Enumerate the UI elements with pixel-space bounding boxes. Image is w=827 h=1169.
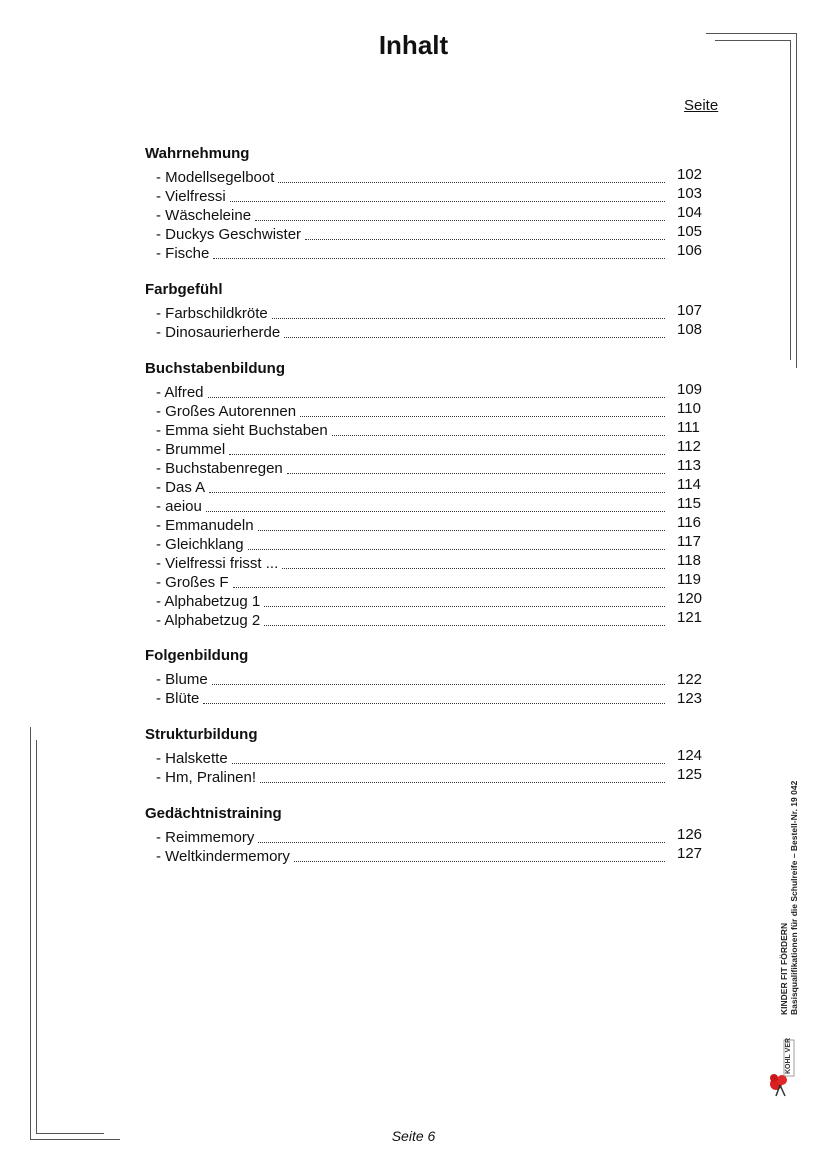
toc-entry[interactable] xyxy=(145,225,705,244)
frame-line-left-vertical xyxy=(30,727,31,1139)
toc-entry[interactable] xyxy=(145,847,705,866)
page-footer: Seite 6 xyxy=(391,1128,436,1144)
entry-page-number: 106 xyxy=(677,242,703,259)
section-title: Strukturbildung xyxy=(145,726,258,743)
entry-label: - Dinosaurierherde xyxy=(156,324,281,341)
entry-page-number: 107 xyxy=(677,302,703,319)
side-imprint xyxy=(779,781,799,1015)
entry-page-number: 102 xyxy=(677,166,703,183)
toc-section xyxy=(145,804,705,866)
entry-page-number: 110 xyxy=(677,400,701,417)
entry-page-number: 124 xyxy=(677,747,703,764)
publisher-logo xyxy=(766,1038,796,1098)
frame-line-right-vertical-inner xyxy=(790,40,791,360)
dot-leader xyxy=(203,702,665,704)
toc-entry[interactable] xyxy=(145,440,705,459)
entry-page-number: 123 xyxy=(677,690,703,707)
toc-entry[interactable] xyxy=(145,402,705,421)
toc-entry[interactable] xyxy=(145,592,705,611)
entry-label: - Halskette xyxy=(156,750,228,767)
page-title: Inhalt xyxy=(378,30,449,60)
toc-entry[interactable] xyxy=(145,689,705,708)
frame-line-left-vertical-inner xyxy=(36,740,37,1133)
entry-label: - Emma sieht Buchstaben xyxy=(156,422,328,439)
entry-label: - Gleichklang xyxy=(156,536,244,553)
toc-entry[interactable] xyxy=(145,206,705,225)
toc-entry[interactable] xyxy=(145,768,705,787)
entry-page-number: 103 xyxy=(677,185,703,202)
toc-entry[interactable] xyxy=(145,535,705,554)
entry-label: - Weltkindermemory xyxy=(156,848,290,865)
entry-label: - Wäscheleine xyxy=(156,207,252,224)
dot-leader xyxy=(229,453,665,455)
dot-leader xyxy=(294,860,665,862)
dot-leader xyxy=(212,683,665,685)
entry-label: - Alphabetzug 2 xyxy=(156,612,261,629)
entry-label: - Vielfressi xyxy=(156,188,226,205)
toc-section xyxy=(145,359,705,630)
toc-section xyxy=(145,646,705,708)
entry-page-number: 127 xyxy=(677,845,703,862)
entry-label: - Farbschildkröte xyxy=(156,305,268,322)
dot-leader xyxy=(260,781,665,783)
entry-page-number: 114 xyxy=(677,476,701,493)
dot-leader xyxy=(264,605,665,607)
toc-entry[interactable] xyxy=(145,670,705,689)
entry-label: - Großes Autorennen xyxy=(156,403,297,420)
toc-entry[interactable] xyxy=(145,421,705,440)
dot-leader xyxy=(233,586,665,588)
dot-leader xyxy=(213,257,665,259)
section-title: Gedächtnistraining xyxy=(145,805,282,822)
toc-section xyxy=(145,280,705,342)
entry-page-number: 126 xyxy=(677,826,703,843)
dot-leader xyxy=(206,510,665,512)
dot-leader xyxy=(278,181,665,183)
entry-page-number: 125 xyxy=(677,766,703,783)
toc-entry[interactable] xyxy=(145,244,705,263)
section-title: Buchstabenbildung xyxy=(145,360,285,377)
dot-leader xyxy=(232,762,665,764)
dot-leader xyxy=(258,529,665,531)
entry-label: - Fische xyxy=(156,245,210,262)
entry-label: - Alphabetzug 1 xyxy=(156,593,261,610)
entry-label: - Blüte xyxy=(156,690,200,707)
publisher-logo-text: KOHL VERLAG xyxy=(785,1038,792,1074)
entry-label: - Das A xyxy=(156,479,206,496)
dot-leader xyxy=(264,624,665,626)
dot-leader xyxy=(208,396,665,398)
entry-label: - Duckys Geschwister xyxy=(156,226,302,243)
toc-entry[interactable] xyxy=(145,478,705,497)
entry-page-number: 117 xyxy=(677,533,701,550)
entry-page-number: 115 xyxy=(677,495,701,512)
dot-leader xyxy=(282,567,665,569)
entry-page-number: 111 xyxy=(677,419,700,436)
dot-leader xyxy=(272,317,665,319)
entry-label: - Hm, Pralinen! xyxy=(156,769,257,786)
section-title: Folgenbildung xyxy=(145,647,249,664)
dot-leader xyxy=(255,219,665,221)
entry-page-number: 104 xyxy=(677,204,703,221)
dot-leader xyxy=(287,472,665,474)
toc-entry[interactable] xyxy=(145,383,705,402)
imprint-subtitle: Basisqualifikationen für die Schulreife – Bestell-Nr. 19 042 xyxy=(789,780,799,1015)
entry-page-number: 121 xyxy=(677,609,703,626)
entry-page-number: 122 xyxy=(677,671,703,688)
entry-label: - Reimmemory xyxy=(156,829,255,846)
toc-entry[interactable] xyxy=(145,554,705,573)
entry-page-number: 119 xyxy=(677,571,701,588)
entry-page-number: 118 xyxy=(677,552,701,569)
toc-section xyxy=(145,144,705,263)
entry-page-number: 105 xyxy=(677,223,703,240)
toc-entry[interactable] xyxy=(145,323,705,342)
entry-page-number: 116 xyxy=(677,514,701,531)
section-title: Farbgefühl xyxy=(145,281,223,298)
entry-label: - Blume xyxy=(156,671,208,688)
entry-label: - Alfred xyxy=(156,384,204,401)
section-title: Wahrnehmung xyxy=(145,145,250,162)
entry-page-number: 113 xyxy=(677,457,701,474)
entry-page-number: 120 xyxy=(677,590,703,607)
entry-page-number: 112 xyxy=(677,438,701,455)
imprint-series-title: KINDER FIT FÖRDERN xyxy=(779,922,789,1015)
toc-section xyxy=(145,725,705,787)
dot-leader xyxy=(332,434,665,436)
kohl-verlag-logo-icon xyxy=(766,1038,796,1098)
toc-entry[interactable] xyxy=(145,749,705,768)
page-column-header: Seite xyxy=(684,97,719,114)
dot-leader xyxy=(209,491,665,493)
toc-entry[interactable] xyxy=(145,459,705,478)
dot-leader xyxy=(248,548,665,550)
toc-entry[interactable] xyxy=(145,516,705,535)
dot-leader xyxy=(284,336,665,338)
dot-leader xyxy=(230,200,665,202)
toc-entry[interactable] xyxy=(145,573,705,592)
entry-label: - Emmanudeln xyxy=(156,517,254,534)
toc-entry[interactable] xyxy=(145,187,705,206)
entry-page-number: 109 xyxy=(677,381,703,398)
toc-entry[interactable] xyxy=(145,304,705,323)
toc-entry[interactable] xyxy=(145,611,705,630)
dot-leader xyxy=(300,415,665,417)
toc-entry[interactable] xyxy=(145,497,705,516)
entry-label: - Großes F xyxy=(156,574,229,591)
toc-entry[interactable] xyxy=(145,168,705,187)
entry-label: - aeiou xyxy=(156,498,202,515)
entry-label: - Vielfressi frisst ... xyxy=(156,555,279,572)
dot-leader xyxy=(258,841,665,843)
dot-leader xyxy=(305,238,665,240)
entry-label: - Buchstabenregen xyxy=(156,460,283,477)
entry-label: - Modellsegelboot xyxy=(156,169,275,186)
toc-entry[interactable] xyxy=(145,828,705,847)
entry-label: - Brummel xyxy=(156,441,226,458)
frame-line-right-vertical xyxy=(796,33,797,368)
entry-page-number: 108 xyxy=(677,321,703,338)
